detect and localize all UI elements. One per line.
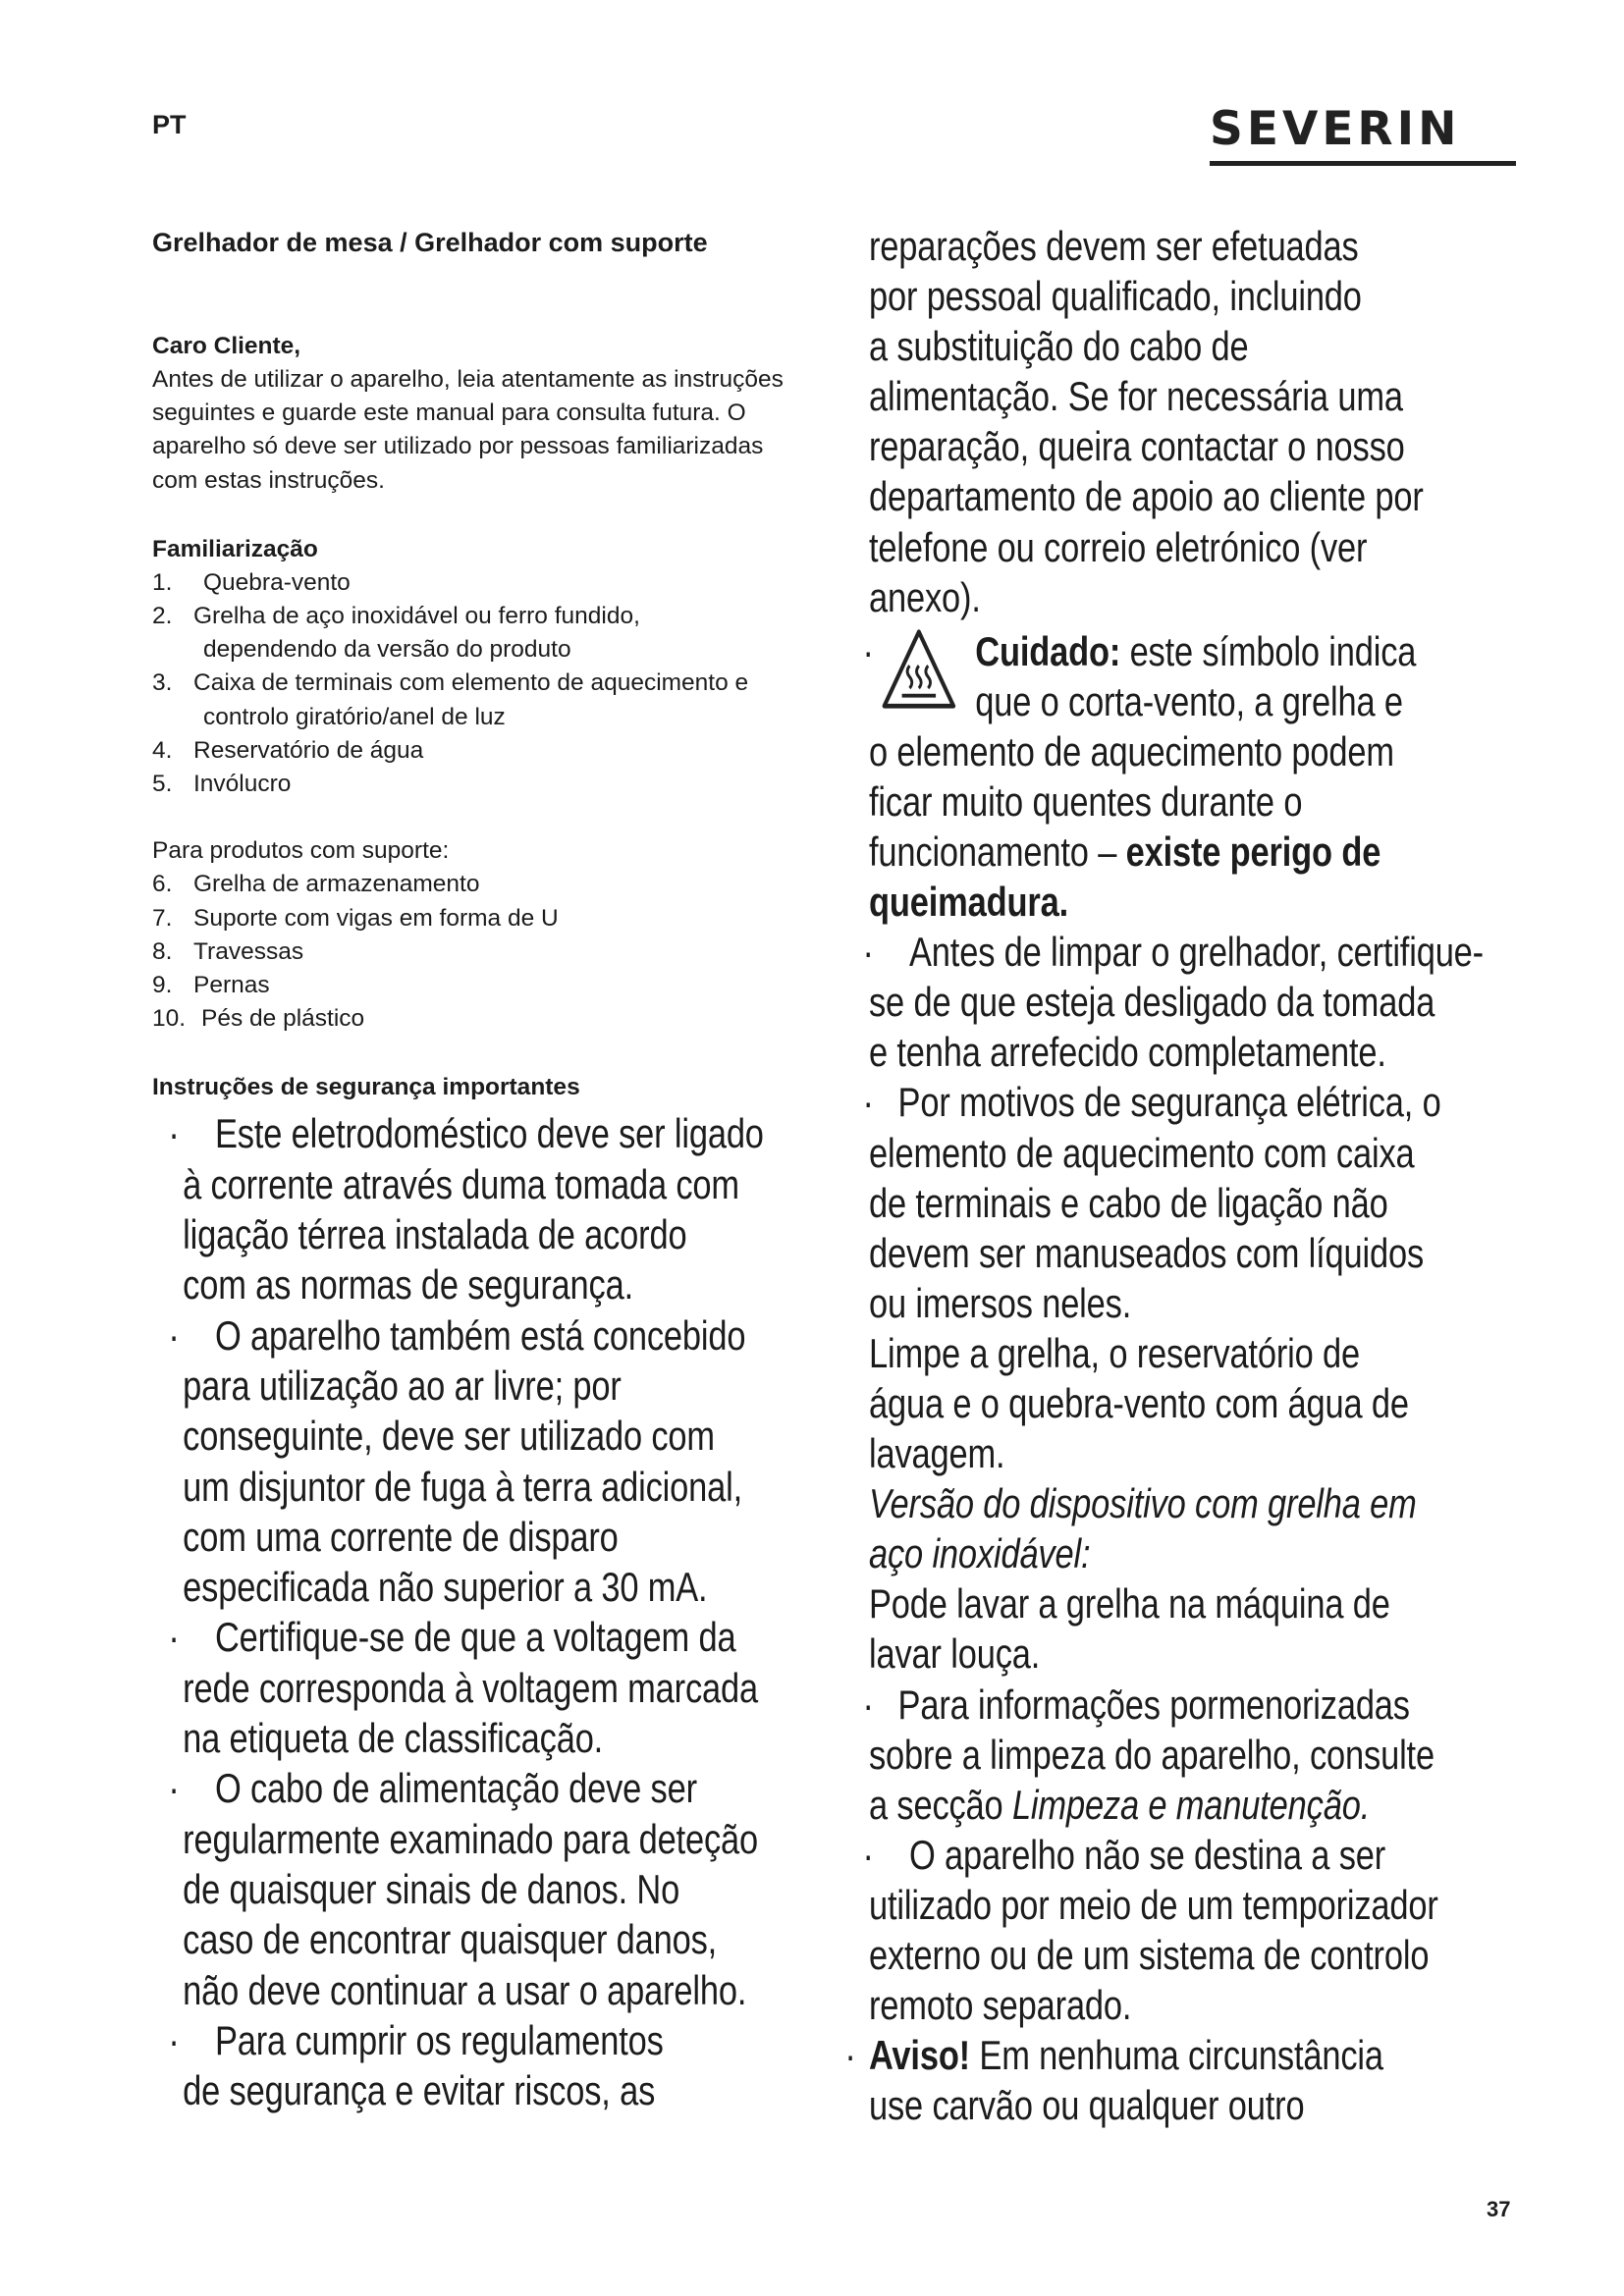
list-item-text: Grelha de armazenamento bbox=[193, 871, 480, 898]
list-item-number: 5. bbox=[152, 771, 173, 798]
left-column bbox=[152, 226, 830, 2115]
intro-line: aparelho só deve ser utilizado por pessoas familiarizadas bbox=[152, 433, 764, 460]
list-item-text: Caixa de terminais com elemento de aquecimento e controlo giratório/anel de luz bbox=[193, 669, 749, 730]
list-item bbox=[152, 902, 830, 935]
caution-label: Cuidado: bbox=[975, 627, 1121, 674]
safety-item: · O cabo de alimentação deve ser regularmente examinado para deteção de quaisquer sinais de danos. No caso de encontrar quaisquer danos, não deve continuar a usar o aparelho. bbox=[152, 1763, 829, 2014]
document-title: Grelhador de mesa / Grelhador com suporte bbox=[152, 228, 708, 257]
brand-logo bbox=[1210, 102, 1516, 165]
list-item-text: Grelha de aço inoxidável ou ferro fundido, dependendo da versão do produto bbox=[193, 603, 640, 664]
list-item-number: 6. bbox=[152, 871, 173, 898]
safety-item: · Para cumprir os regulamentos de segurança e evitar riscos, as bbox=[152, 2015, 829, 2116]
list-item-number: 8. bbox=[152, 937, 173, 965]
intro-paragraph bbox=[152, 363, 830, 498]
list-item-number: 4. bbox=[152, 736, 173, 764]
list-item-number: 10. bbox=[152, 1005, 187, 1033]
brand-logo-text: SEVERIN bbox=[1210, 102, 1461, 156]
timer-item: · O aparelho não se destina a ser utilizado por meio de um temporizador externo ou de um sistema de controlo remoto separado. bbox=[862, 1831, 1438, 2029]
list-item bbox=[152, 868, 830, 901]
caution-item: · Cuidado: este símbolo indica que o corta-vento, a grelha e o elemento de aquecimento podem ficar muito quentes durante o funcionamento – existe perigo de queimadura. bbox=[862, 627, 1417, 926]
safety-instructions bbox=[152, 1108, 829, 2115]
list-item-text: Travessas bbox=[193, 937, 304, 965]
list-item-text: Invólucro bbox=[193, 771, 292, 798]
intro-line: seguintes e guarde este manual para consulta futura. O bbox=[152, 400, 746, 427]
bullet: · bbox=[168, 2016, 180, 2063]
familiarization-list bbox=[152, 566, 830, 801]
cleaning-item: · Antes de limpar o grelhador, certifique- se de que esteja desligado da tomada e tenha arrefecido completamente. bbox=[862, 929, 1484, 1076]
stand-intro: Para produtos com suporte: bbox=[152, 837, 450, 865]
right-column bbox=[844, 221, 1576, 2130]
list-item-number: 3. bbox=[152, 669, 173, 697]
list-item bbox=[152, 935, 830, 969]
list-item bbox=[152, 969, 830, 1002]
list-item-text: Pernas bbox=[193, 972, 270, 999]
list-item bbox=[152, 667, 830, 733]
list-item-number: 1. bbox=[152, 568, 173, 596]
intro-line: com estas instruções. bbox=[152, 466, 385, 494]
bullet: · bbox=[168, 1614, 180, 1661]
electric-safety-item: · Por motivos de segurança elétrica, o elemento de aquecimento com caixa de terminais e cabo de ligação não devem ser manuseados com líquidos ou imersos neles. Limpe a grelha, o reservatório de água e o quebra-vento com água de lavagem. Versão do dispositivo com grelha em aço inoxidável: Pode lavar a grelha na máquina de lavar louça. bbox=[862, 1079, 1441, 1678]
continued-paragraph: reparações devem ser efetuadas por pessoal qualificado, incluindo a substituição do cabo de alimentação. Se for necessária uma reparação, queira contactar o nosso departamento de apoio ao cliente por telefone ou correio eletrónico (ver anexo). bbox=[869, 223, 1424, 620]
list-item-number: 2. bbox=[152, 603, 173, 630]
bullet: · bbox=[862, 1079, 874, 1126]
hot-surface-warning-icon bbox=[880, 626, 957, 711]
cleaning-info-item: · Para informações pormenorizadas sobre a limpeza do aparelho, consulte a secção Limpeza e manutenção. bbox=[862, 1681, 1435, 1828]
safety-heading: Instruções de segurança importantes bbox=[152, 1074, 580, 1101]
list-item-text: Quebra-vento bbox=[203, 568, 351, 596]
list-item-number: 9. bbox=[152, 972, 173, 999]
stand-list bbox=[152, 868, 830, 1036]
bullet: · bbox=[168, 1765, 180, 1812]
greeting: Caro Cliente, bbox=[152, 333, 301, 359]
bullet: · bbox=[844, 2032, 856, 2079]
familiarization-heading: Familiarização bbox=[152, 535, 318, 562]
list-item-number: 7. bbox=[152, 904, 173, 932]
bullet: · bbox=[862, 1681, 874, 1728]
language-code: PT bbox=[152, 110, 187, 139]
list-item bbox=[152, 566, 830, 600]
bullet: · bbox=[168, 1110, 180, 1157]
page-number: 37 bbox=[1487, 2197, 1511, 2221]
warning-label: Aviso! bbox=[869, 2032, 970, 2079]
list-item bbox=[152, 600, 830, 667]
warning-item: · Aviso! Em nenhuma circunstância use carvão ou qualquer outro bbox=[844, 2032, 1383, 2129]
list-item bbox=[152, 768, 830, 801]
safety-item: · O aparelho também está concebido para utilização ao ar livre; por conseguinte, deve ser utilizado com um disjuntor de fuga à terra adicional, com uma corrente de disparo especificada não superior a 30 mA. bbox=[152, 1310, 829, 1613]
safety-item: · Certifique-se de que a voltagem da rede corresponda à voltagem marcada na etiqueta de classificação. bbox=[152, 1612, 829, 1763]
intro-line: Antes de utilizar o aparelho, leia atentamente as instruções bbox=[152, 366, 784, 393]
list-item-text: Reservatório de água bbox=[193, 736, 424, 764]
right-column-text bbox=[844, 221, 1578, 2130]
brand-logo-underline bbox=[1210, 161, 1516, 166]
bullet: · bbox=[168, 1311, 180, 1359]
bullet: · bbox=[862, 1831, 874, 1878]
list-item-text: Pés de plástico bbox=[201, 1005, 365, 1033]
list-item-text: Suporte com vigas em forma de U bbox=[193, 904, 559, 932]
bullet: · bbox=[862, 929, 874, 976]
list-item bbox=[152, 1002, 830, 1036]
list-item bbox=[152, 734, 830, 768]
safety-item: · Este eletrodoméstico deve ser ligado à corrente através duma tomada com ligação térrea instalada de acordo com as normas de segurança. bbox=[152, 1108, 829, 1309]
